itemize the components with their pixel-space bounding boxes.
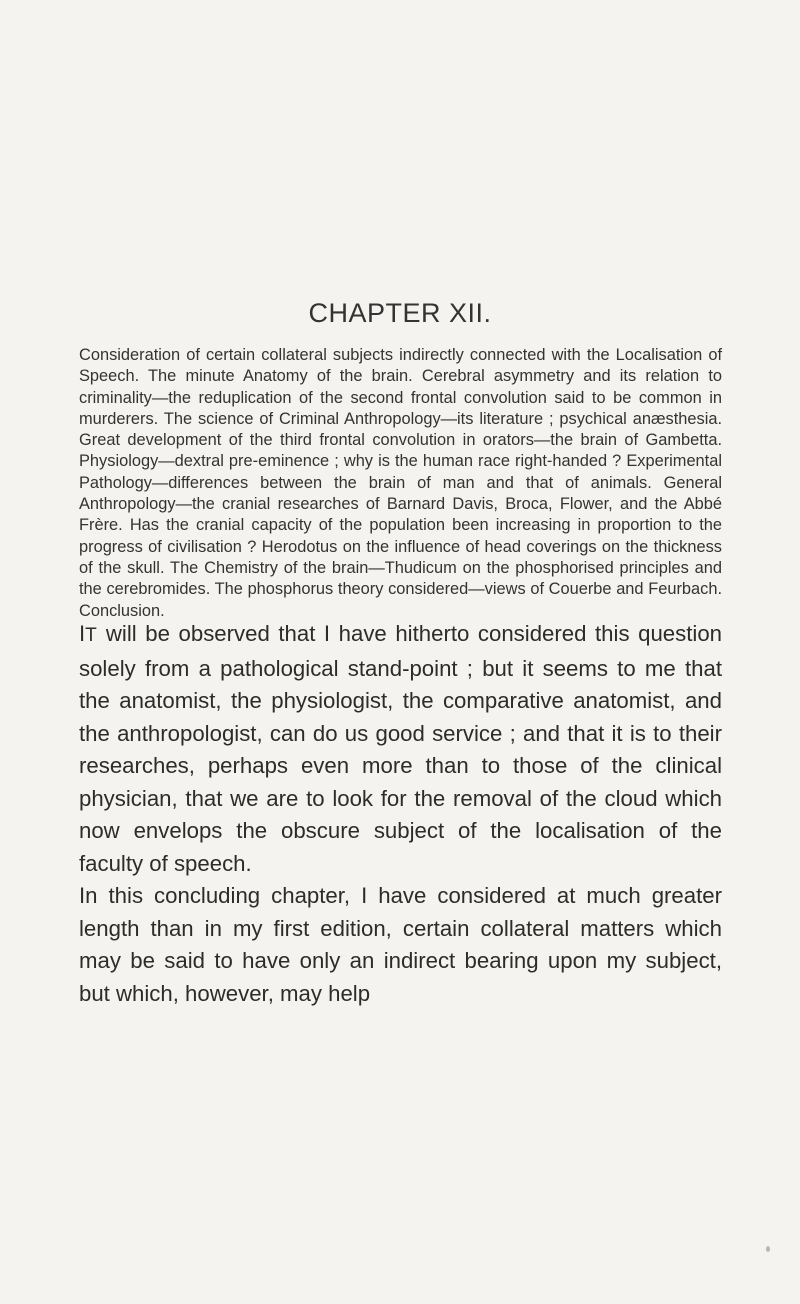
initial-smallcaps: T bbox=[85, 625, 98, 646]
chapter-body bbox=[79, 618, 722, 1010]
chapter-title: CHAPTER XII. bbox=[308, 298, 492, 328]
drop-initial: I bbox=[79, 621, 86, 646]
page-smudge-mark bbox=[766, 1246, 770, 1252]
body-paragraph-2: In this concluding chapter, I have considered at much greater length than in my first edition, certain collateral matters which may be said to have only an indirect bearing upon my subject, but which, however, may help bbox=[79, 883, 722, 1006]
paragraph-1-text: will be observed that I have hitherto considered this question solely from a pathological stand-point ; but it seems to me that the anatomist, the physiologist, the comparative anatomist, and the anthropologist, can do us good service ; and that it is to their researches, perhaps even more than to those of the clinical physician, that we are to look for the removal of the cloud which now envelops the obscure subject of the localisation of the faculty of speech. bbox=[79, 621, 722, 876]
body-paragraph-1 bbox=[79, 618, 722, 880]
chapter-synopsis: Consideration of certain collateral subjects indirectly connected with the Localisation of Speech. The minute Anatomy of the brain. Cerebral asymmetry and its relation to criminality—the reduplication of the second frontal convolution said to be common in murderers. The science of Criminal Anthropology—its literature ; psychical anæsthesia. Great development of the third frontal convolution in orators—the brain of Gambetta. Physiology—dextral pre-eminence ; why is the human race right-handed ? Experimental Pathology—differences between the brain of man and that of animals. General Anthropology—the cranial researches of Barnard Davis, Broca, Flower, and the Abbé Frère. Has the cranial capacity of the population been increasing in proportion to the progress of civilisation ? Herodotus on the influence of head coverings on the thickness of the skull. The Chemistry of the brain—Thudicum on the phosphorised principles and the cerebromides. The phosphorus theory considered—views of Couerbe and Feurbach. Conclusion. bbox=[79, 346, 722, 620]
